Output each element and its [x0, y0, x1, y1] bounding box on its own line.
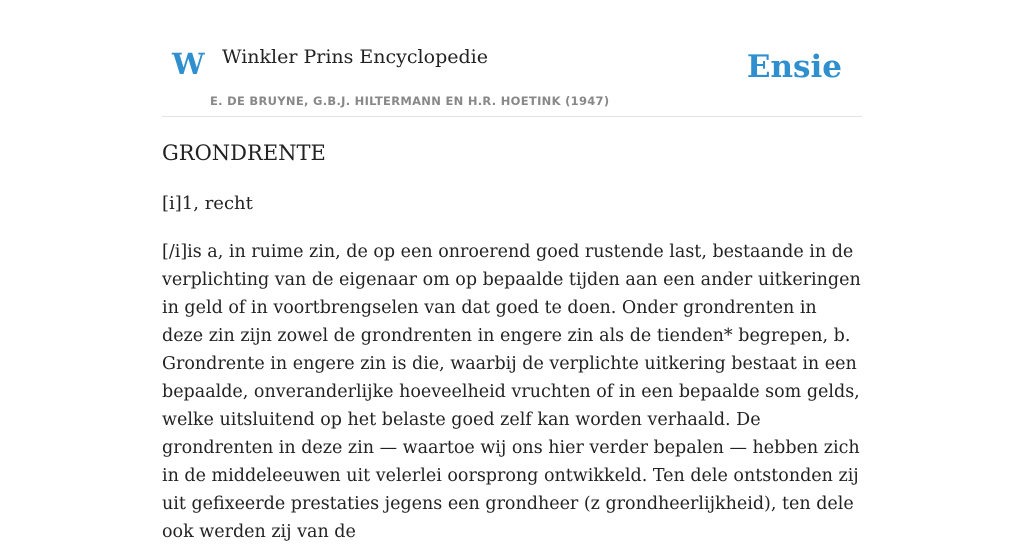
site-header [162, 36, 862, 117]
ensie-brand-link[interactable]: Ensie [746, 49, 842, 85]
article-title: GRONDRENTE [162, 141, 326, 165]
winkler-prins-logo[interactable]: W [172, 47, 205, 81]
edition-subtitle: E. DE BRUYNE, G.B.J. HILTERMANN EN H.R. HOETINK (1947) [210, 94, 610, 108]
site-title[interactable]: Winkler Prins Encyclopedie [222, 46, 488, 68]
article-subheading: [i]1, recht [162, 193, 253, 214]
article-body: [/i]is a, in ruime zin, de op een onroerend goed rustende last, bestaande in de verplichting van de eigenaar om op bepaalde tijden aan een ander uitkeringen in geld of in voortbrengselen van dat goed te doen. Onder grondrenten in deze zin zijn zowel de grondrenten in engere zin als de tienden* begrepen, b. Grondrente in engere zin is die, waarbij de verplichte uitkering bestaat in een bepaalde, onveranderlijke hoeveelheid vruchten of in een bepaalde som gelds, welke uitsluitend op het belaste goed zelf kan worden verhaald. De grondrenten in deze zin — waartoe wij ons hier verder bepalen — hebben zich in de middeleeuwen uit velerlei oorsprong ontwikkeld. Ten dele ontstonden zij uit gefixeerde prestaties jegens een grondheer (z grondheerlijkheid), ten dele ook werden zij van de [162, 242, 861, 542]
